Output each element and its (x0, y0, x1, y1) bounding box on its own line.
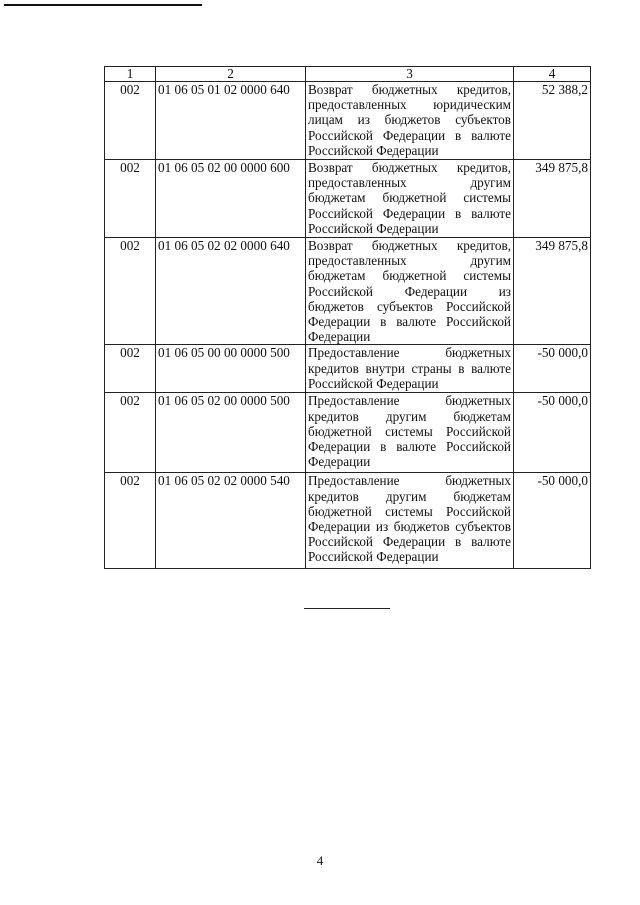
budget-sources-table (104, 66, 591, 569)
table-row (105, 82, 591, 160)
classification-code: 01 06 05 02 02 0000 640 (156, 238, 306, 345)
admin-code: 002 (105, 238, 156, 345)
admin-code: 002 (105, 473, 156, 569)
header-col-2: 2 (156, 67, 306, 82)
admin-code: 002 (105, 393, 156, 473)
amount: 52 388,2 (514, 82, 591, 160)
source-description: Возврат бюджетных кредитов, предоставленных юридическим лицам из бюджетов субъектов Российской Федерации в валюте Российской Федерации (306, 82, 514, 160)
amount: 349 875,8 (514, 238, 591, 345)
amount: 349 875,8 (514, 160, 591, 238)
header-col-1: 1 (105, 67, 156, 82)
classification-code: 01 06 05 00 00 0000 500 (156, 345, 306, 393)
admin-code: 002 (105, 345, 156, 393)
table-row (105, 393, 591, 473)
classification-code: 01 06 05 02 00 0000 600 (156, 160, 306, 238)
table-row (105, 238, 591, 345)
header-col-3: 3 (306, 67, 514, 82)
table-row (105, 473, 591, 569)
classification-code: 01 06 05 01 02 0000 640 (156, 82, 306, 160)
amount: -50 000,0 (514, 473, 591, 569)
source-description: Предоставление бюджетных кредитов другим бюджетам бюджетной системы Российской Федерации из бюджетов субъектов Российской Федерации в валюте Российской Федерации (306, 473, 514, 569)
closing-rule (304, 608, 390, 609)
source-description: Предоставление бюджетных кредитов внутри страны в валюте Российской Федерации (306, 345, 514, 393)
page-number: 4 (316, 853, 324, 868)
header-row (105, 67, 591, 82)
top-rule (4, 4, 202, 6)
table-row (105, 345, 591, 393)
source-description: Предоставление бюджетных кредитов другим бюджетам бюджетной системы Российской Федерации в валюте Российской Федерации (306, 393, 514, 473)
admin-code: 002 (105, 160, 156, 238)
classification-code: 01 06 05 02 00 0000 500 (156, 393, 306, 473)
amount: -50 000,0 (514, 393, 591, 473)
amount: -50 000,0 (514, 345, 591, 393)
classification-code: 01 06 05 02 02 0000 540 (156, 473, 306, 569)
source-description: Возврат бюджетных кредитов, предоставленных другим бюджетам бюджетной системы Российской Федерации из бюджетов субъектов Российской Федерации в валюте Российской Федерации (306, 238, 514, 345)
header-col-4: 4 (514, 67, 591, 82)
admin-code: 002 (105, 82, 156, 160)
table-row (105, 160, 591, 238)
source-description: Возврат бюджетных кредитов, предоставленных другим бюджетам бюджетной системы Российской Федерации в валюте Российской Федерации (306, 160, 514, 238)
